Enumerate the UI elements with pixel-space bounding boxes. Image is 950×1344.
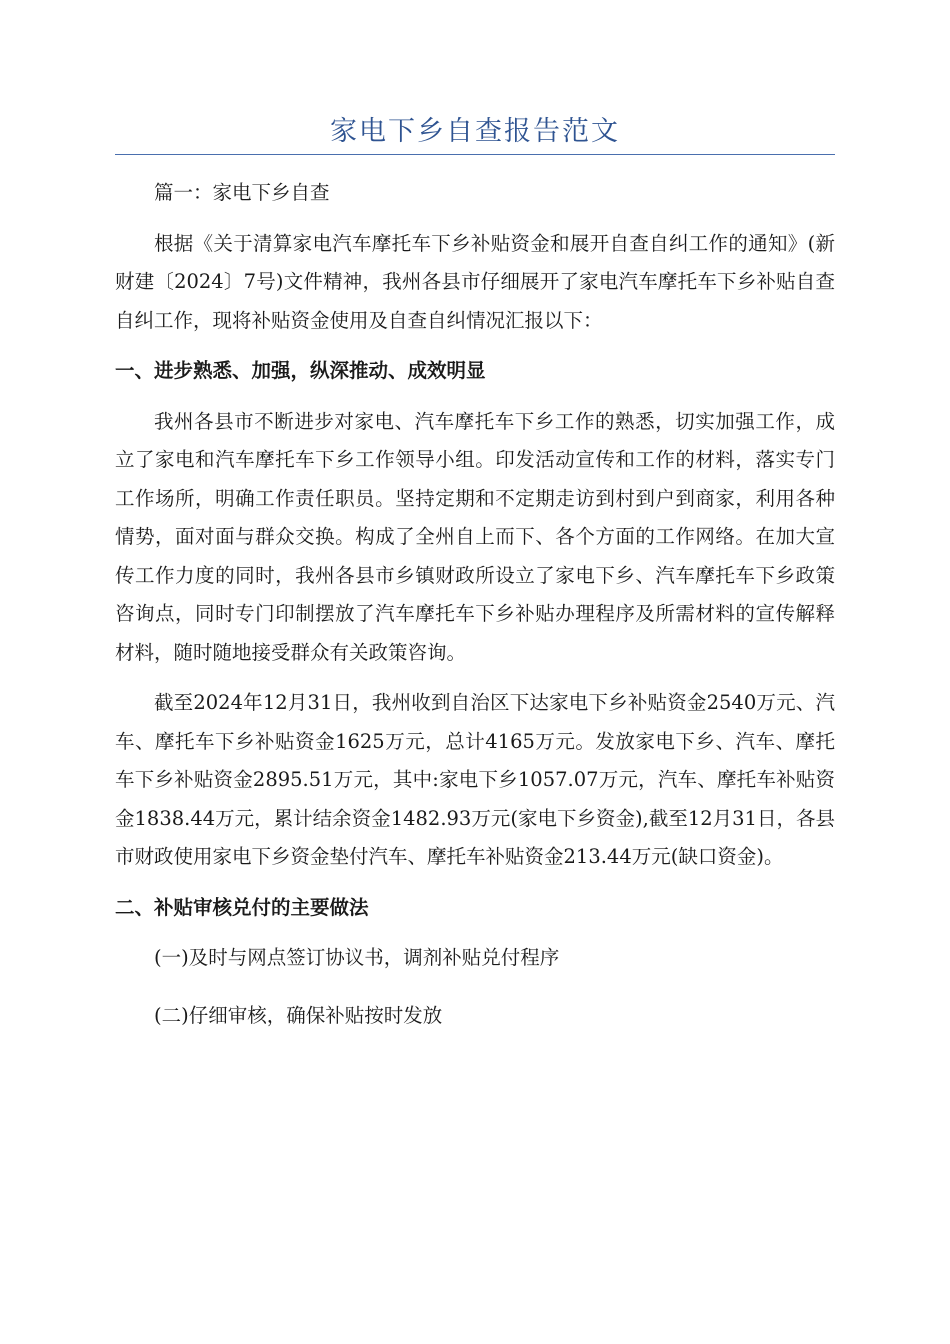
body-paragraph-2: 截至2024年12月31日，我州收到自治区下达家电下乡补贴资金2540万元、汽车、摩托车下乡补贴资金1625万元，总计4165万元。发放家电下乡、汽车、摩托车下乡补贴资金2895.51万元，其中:家电下乡1057.07万元，汽车、摩托车补贴资金1838.44万元，累计结余资金1482.93万元(家电下乡资金),截至12月31日，各县市财政使用家电下乡资金垫付汽车、摩托车补贴资金213.44万元(缺口资金)。 — [115, 691, 835, 868]
section-heading-2: 二、补贴审核兑付的主要做法 — [115, 895, 369, 919]
body-paragraph-1: 我州各县市不断进步对家电、汽车摩托车下乡工作的熟悉，切实加强工作，成立了家电和汽车摩托车下乡工作领导小组。印发活动宣传和工作的材料，落实专门工作场所，明确工作责任职员。坚持定期和不定期走访到村到户到商家，利用各种情势，面对面与群众交换。构成了全州自上而下、各个方面的工作网络。在加大宣传工作力度的同时，我州各县市乡镇财政所设立了家电下乡、汽车摩托车下乡政策咨询点，同时专门印制摆放了汽车摩托车下乡补贴办理程序及所需材料的宣传解释材料，随时随地接受群众有关政策咨询。 — [115, 409, 835, 664]
subsection-1: (一)及时与网点签订协议书，调剂补贴兑付程序 — [154, 946, 560, 969]
subsection-2: (二)仔细审核，确保补贴按时发放 — [154, 1003, 443, 1027]
document-title: 家电下乡自查报告范文 — [330, 116, 620, 147]
section-heading-1: 一、进步熟悉、加强，纵深推动、成效明显 — [115, 359, 486, 382]
intro-paragraph: 根据《关于清算家电汽车摩托车下乡补贴资金和展开自查自纠工作的通知》(新财建〔2024〕7号)文件精神，我州各县市仔细展开了家电汽车摩托车下乡补贴自查自纠工作，现将补贴资金使用及自查自纠情况汇报以下： — [115, 231, 835, 332]
section-label: 篇一：家电下乡自查 — [154, 181, 330, 204]
title-underline — [115, 154, 835, 155]
document-body — [115, 174, 835, 1054]
